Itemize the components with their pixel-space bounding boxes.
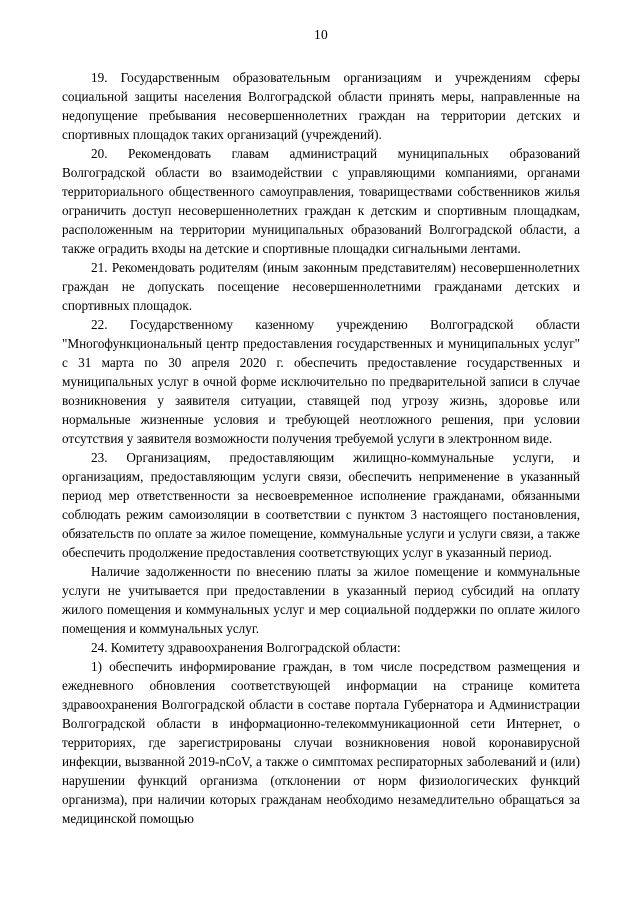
page-number: 10 <box>314 27 328 42</box>
paragraph-20: 20. Рекомендовать главам администраций муниципальных образований Волгоградской области во взаимодействии с управляющими компаниями, органами территориального общественного самоуправления, товариществами собственников жилья ограничить доступ несовершеннолетних граждан к детским и спортивным площадкам, расположенным на территории муниципальных образований Волгоградской области, а также оградить входы на детские и спортивные площадки сигнальными лентами. <box>62 145 580 256</box>
paragraph-21: 21. Рекомендовать родителям (иным законным представителям) несовершеннолетних граждан не допускать посещение несовершеннолетними гражданами детских и спортивных площадок. <box>62 259 580 313</box>
paragraph-24: 24. Комитету здравоохранения Волгоградской области: <box>91 639 401 655</box>
paragraph-24-item-1: 1) обеспечить информирование граждан, в том числе посредством размещения и ежедневного обновления соответствующей информации на странице комитета здравоохранения Волгоградской области в составе портала Губернатора и Администрации Волгоградской области в информационно-телекоммуникационной сети Интернет, о территориях, где зарегистрированы случаи возникновения новой коронавирусной инфекции, вызванной 2019-nCoV, а также о симптомах респираторных заболеваний и (или) нарушении функций организма (отклонении от норм физиологических функций организма), при наличии которых гражданам необходимо незамедлительно обращаться за медицинской помощью <box>62 658 580 826</box>
paragraph-19: 19. Государственным образовательным организациям и учреждениям сферы социальной защиты населения Волгоградской области принять меры, направленные на недопущение пребывания несовершеннолетних граждан на территории детских и спортивных площадок таких организаций (учреждений). <box>62 69 580 142</box>
document-body <box>62 68 580 828</box>
paragraph-23-note: Наличие задолженности по внесению платы за жилое помещение и коммунальные услуги не учитывается при предоставлении в указанный период субсидий на оплату жилого помещения и коммунальных услуг и мер социальной поддержки по оплате жилого помещения и коммунальных услуг. <box>62 563 580 636</box>
paragraph-22: 22. Государственному казенному учреждению Волгоградской области "Многофункциональный центр предоставления государственных и муниципальных услуг" с 31 марта по 30 апреля 2020 г. обеспечить предоставление государственных и муниципальных услуг в очной форме исключительно по предварительной записи в случае возникновения у заявителя ситуации, ставящей под угрозу жизнь, здоровье или нормальные жизненные условия и требующей неотложного решения, при условии отсутствия у заявителя возможности получения требуемой услуги в электронном виде. <box>62 316 580 446</box>
paragraph-23: 23. Организациям, предоставляющим жилищно-коммунальные услуги, и организациям, предоставляющим услуги связи, обеспечить неприменение в указанный период мер ответственности за несвоевременное исполнение гражданами, обязанными соблюдать режим самоизоляции в соответствии с пунктом 3 настоящего постановления, обязательств по оплате за жилое помещение, коммунальные услуги и услуги связи, а также обеспечить продолжение предоставления соответствующих услуг в указанный период. <box>62 449 580 560</box>
